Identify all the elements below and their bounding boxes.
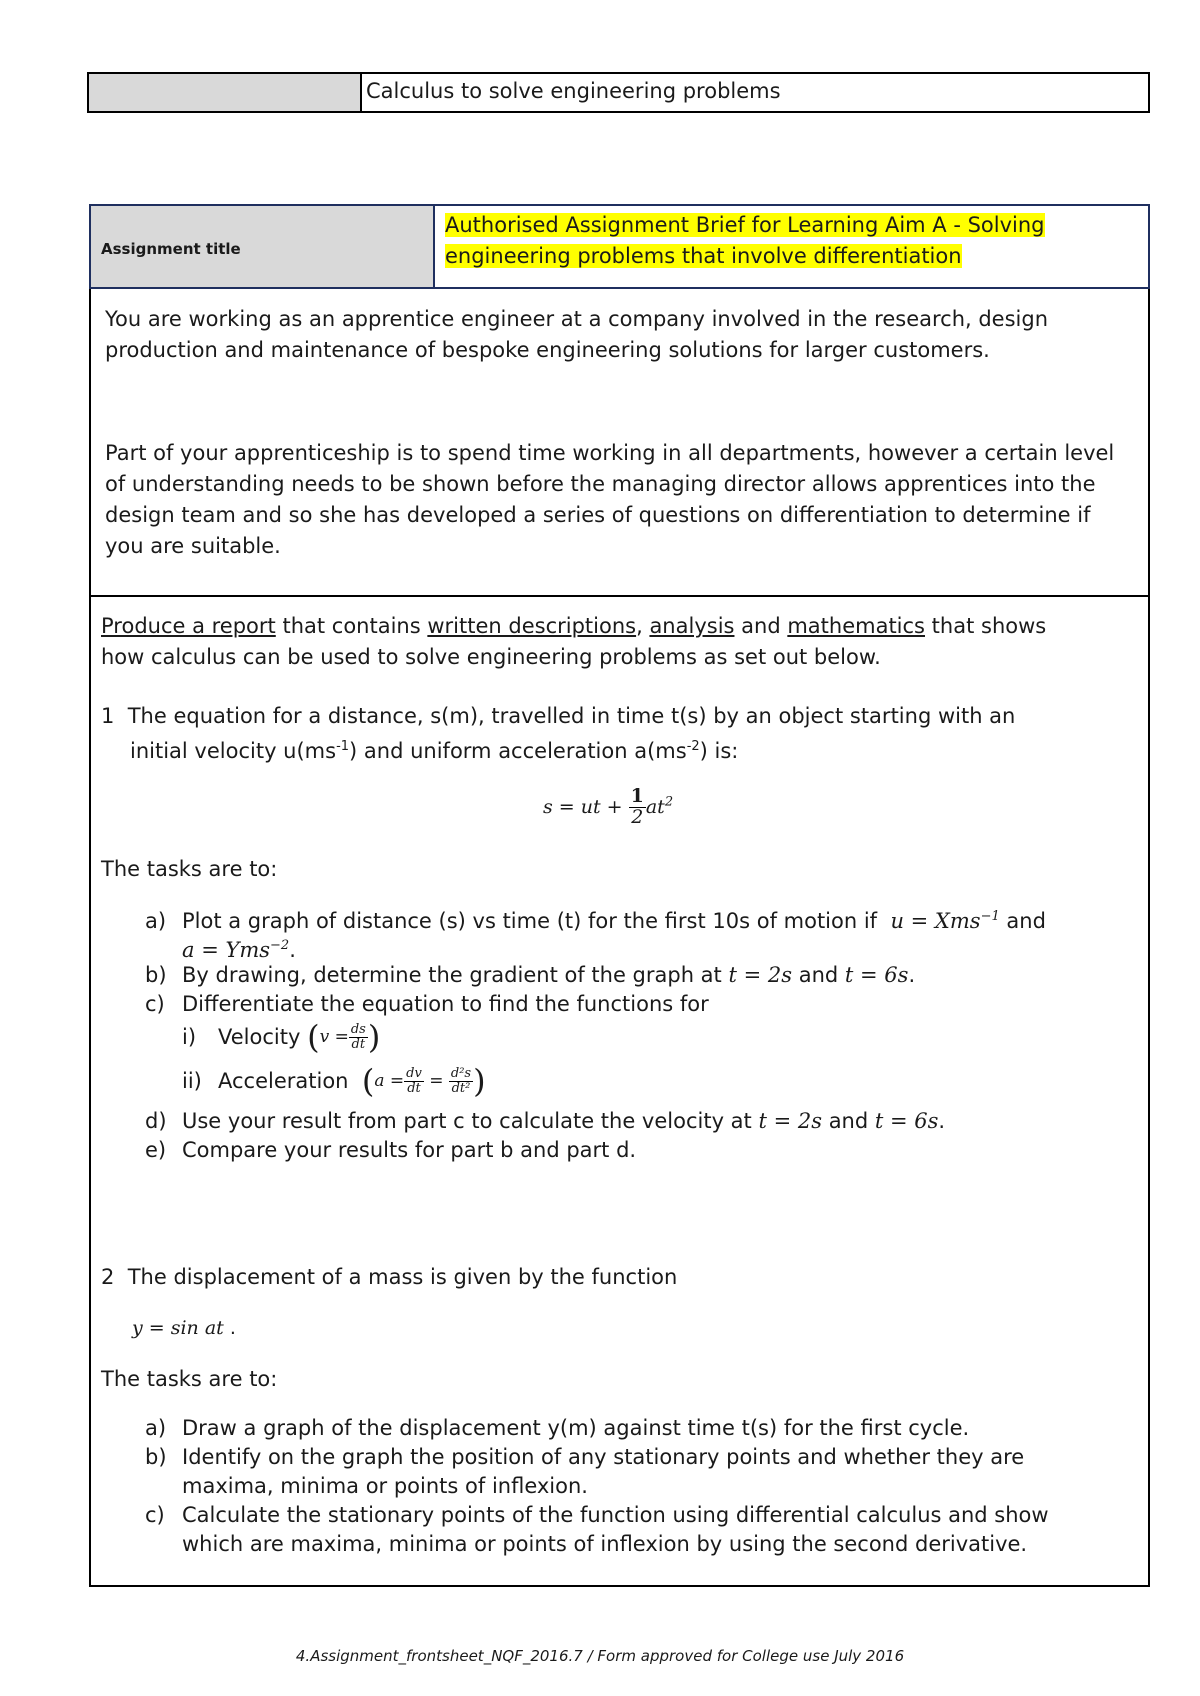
intro-comma: , [636, 614, 650, 638]
q1-task-b [145, 960, 915, 990]
q1-task-c-ii [182, 1061, 486, 1101]
open-paren: ( [307, 1018, 320, 1056]
q1-eq-sup: 2 [664, 794, 674, 810]
q2-number: 2 [101, 1265, 115, 1289]
q2-task-a [145, 1413, 969, 1443]
q1-line2-a: initial velocity u(ms [130, 739, 337, 763]
q1-cii-fraction-1 [404, 1067, 424, 1095]
q1-text: The equation for a distance, s(m), travelled in time t(s) by an object starting with an [127, 704, 1016, 728]
q1-d-math1: t = 2s [758, 1109, 822, 1133]
q1-ci-number: i) [182, 1025, 197, 1049]
unit-label-cell [89, 74, 362, 111]
q2-eq-period: . [223, 1317, 236, 1339]
q1-eq-den: 2 [631, 805, 644, 828]
unit-title-table [87, 72, 1150, 113]
q2-task-b-line2: maxima, minima or points of inflexion. [182, 1474, 588, 1498]
q2-task-c-line1 [145, 1500, 1049, 1530]
q1-ci-text: Velocity [218, 1025, 301, 1049]
assignment-title-table [89, 204, 1150, 289]
q1-ci-frac-num: ds [350, 1021, 366, 1037]
q1-eq-num: 1 [630, 785, 644, 807]
q2-a-letter: a) [145, 1416, 167, 1440]
q2-tasks-label: The tasks are to: [101, 1367, 278, 1391]
q1-number: 1 [101, 704, 115, 728]
q1-cii-frac1-den: dt [407, 1080, 421, 1096]
q2-line1 [101, 1262, 677, 1292]
assignment-title-value [435, 206, 1148, 287]
tasks-box [89, 597, 1150, 1587]
q1-eq-fraction [629, 787, 646, 828]
q1-a-text: Plot a graph of distance (s) vs time (t) for the first 10s of motion if [182, 909, 878, 933]
q2-b-line1: Identify on the graph the position of any stationary points and whether they are [182, 1445, 1025, 1469]
q1-b-period: . [908, 963, 916, 987]
scenario-box [89, 289, 1150, 597]
q1-sup1: -1 [336, 739, 350, 754]
q1-a-and: and [1006, 909, 1046, 933]
scenario-paragraph-1: You are working as an apprentice engineer at a company involved in the research, design production and maintenance of bespoke engineering solutions for larger customers. [105, 307, 1049, 362]
q1-a-math1-sup: −1 [980, 909, 1000, 924]
q1-a-letter: a) [145, 909, 167, 933]
q1-cii-number: ii) [182, 1069, 202, 1093]
q1-sup2: -2 [686, 739, 700, 754]
q1-d-period: . [938, 1109, 946, 1133]
q1-cii-frac1-num: dv [406, 1065, 422, 1081]
q1-cii-fraction-2 [449, 1067, 473, 1095]
q1-line2 [130, 732, 738, 766]
produce-report-text: Produce a report [101, 614, 276, 638]
q1-ci-eq: v = [319, 1027, 349, 1047]
q2-eq: y = sin at [132, 1317, 224, 1339]
footer-text: 4.Assignment_frontsheet_NQF_2016.7 / Form approved for College use July 2016 [295, 1647, 905, 1665]
q1-b-and: and [798, 963, 839, 987]
intro-text: that contains [275, 614, 428, 638]
q2-task-c-line2: which are maxima, minima or points of inflexion by using the second derivative. [182, 1532, 1028, 1556]
q1-e-text: Compare your results for part b and part d. [182, 1138, 637, 1162]
q1-cii-eq: a = [374, 1071, 405, 1091]
q1-c-text: Differentiate the equation to find the functions for [182, 992, 709, 1016]
q1-d-letter: d) [145, 1109, 167, 1133]
assignment-title-label: Assignment title [91, 206, 435, 287]
q2-task-b-line1 [145, 1442, 1024, 1472]
q1-equation [543, 787, 673, 828]
assignment-title-line2: engineering problems that involve differentiation [445, 244, 962, 268]
q1-task-c-i [182, 1017, 380, 1057]
report-intro-line2: how calculus can be used to solve engineering problems as set out below. [101, 645, 881, 669]
close-paren: ) [367, 1018, 381, 1056]
q1-cii-frac2-num: d²s [450, 1065, 472, 1081]
q2-equation [132, 1313, 236, 1343]
q1-line2-c: ) is: [699, 739, 739, 763]
q1-d-math2: t = 6s [874, 1109, 939, 1133]
q2-a-text: Draw a graph of the displacement y(m) against time t(s) for the first cycle. [182, 1416, 970, 1440]
analysis-text: analysis [649, 614, 735, 638]
q1-tasks-label: The tasks are to: [101, 857, 278, 881]
q1-cii-text: Acceleration [218, 1069, 349, 1093]
q1-b-math2: t = 6s [844, 963, 909, 987]
q1-d-and: and [828, 1109, 869, 1133]
open-paren: ( [361, 1062, 375, 1100]
q1-a-math2-sup: −2 [270, 938, 290, 953]
q1-ci-frac-den: dt [351, 1036, 366, 1052]
q1-a-math2: a = Yms [182, 938, 271, 962]
q1-cii-eq2: = [423, 1071, 449, 1091]
q1-eq-rhs: at [645, 795, 665, 818]
unit-title: Calculus to solve engineering problems [366, 79, 781, 103]
q1-line2-b: ) and uniform acceleration a(ms [349, 739, 687, 763]
assignment-title-line1: Authorised Assignment Brief for Learning Aim A - Solving [445, 213, 1045, 237]
q1-eq-lhs: s = ut + [543, 795, 629, 818]
intro-and: and [734, 614, 788, 638]
q1-b-letter: b) [145, 963, 167, 987]
q1-e-letter: e) [145, 1138, 167, 1162]
mathematics-text: mathematics [787, 614, 925, 638]
report-intro-line1 [101, 611, 1046, 641]
scenario-paragraph-2: Part of your apprenticeship is to spend time working in all departments, however a certain level of understanding needs to be shown before the managing director allows apprentices into the design team and so she has developed a series of questions on differentiation to determine if you are suitable. [105, 441, 1115, 558]
q1-task-e [145, 1135, 636, 1165]
q2-text: The displacement of a mass is given by the function [127, 1265, 678, 1289]
q2-c-line1: Calculate the stationary points of the function using differential calculus and show [182, 1503, 1049, 1527]
q2-c-letter: c) [145, 1503, 165, 1527]
q1-ci-fraction [349, 1023, 368, 1051]
close-paren: ) [473, 1062, 486, 1100]
q1-a-math1: u = Xms [890, 909, 981, 933]
q1-a-period: . [289, 938, 296, 962]
q1-cii-frac2-den: dt² [451, 1080, 471, 1096]
q2-b-letter: b) [145, 1445, 167, 1469]
q1-line1 [101, 701, 1015, 731]
intro-that-shows: that shows [925, 614, 1047, 638]
q1-task-c [145, 989, 709, 1019]
q1-d-text: Use your result from part c to calculate the velocity at [182, 1109, 752, 1133]
q1-c-letter: c) [145, 992, 165, 1016]
q1-task-d [145, 1106, 945, 1136]
q1-b-text: By drawing, determine the gradient of the graph at [182, 963, 722, 987]
q1-b-math1: t = 2s [728, 963, 793, 987]
written-descriptions-text: written descriptions [427, 614, 637, 638]
